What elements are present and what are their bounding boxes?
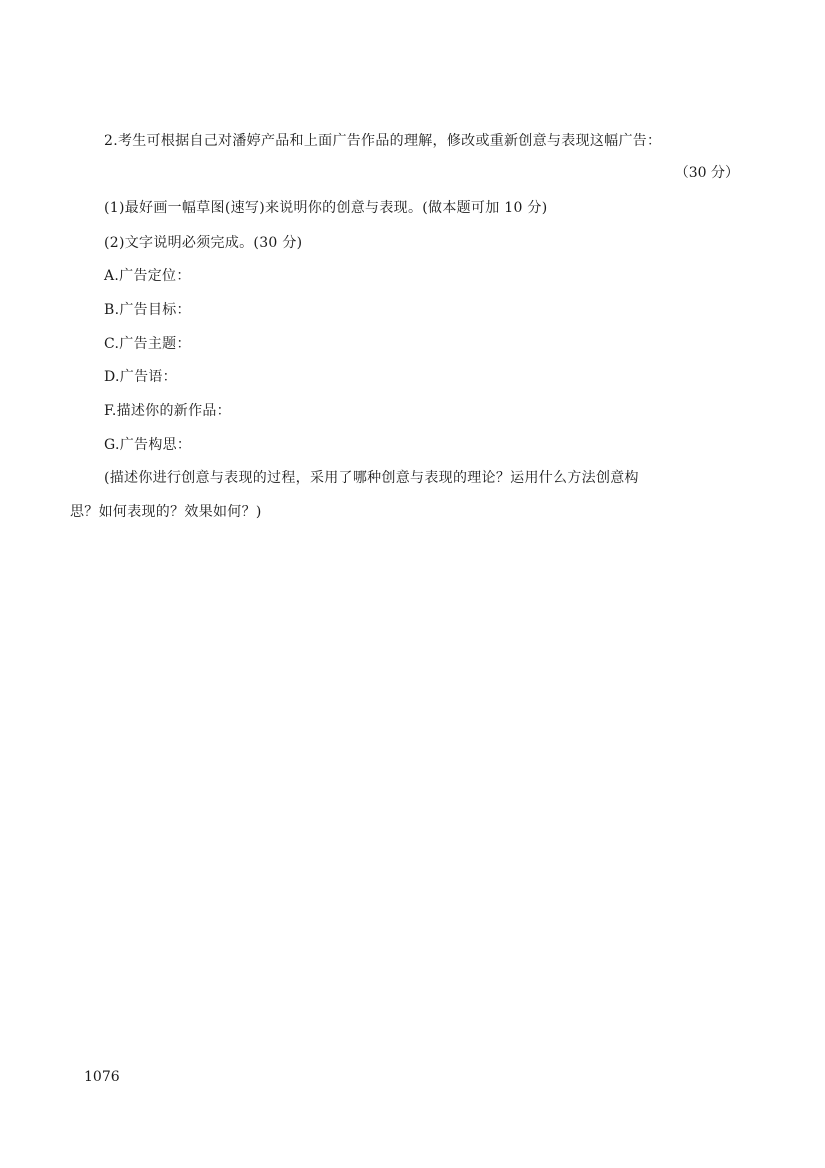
question-main-text: 2.考生可根据自己对潘婷产品和上面广告作品的理解，修改或重新创意与表现这幅广告： [104,133,662,149]
item-a-positioning: A.广告定位： [104,268,191,284]
item-c-theme: C.广告主题： [104,336,191,352]
item-b-objective: B.广告目标： [104,302,191,318]
item-f-new-work: F.描述你的新作品： [104,403,231,419]
item-d-slogan: D.广告语： [104,369,177,385]
sub-question-2: (2)文字说明必须完成。(30 分) [104,235,303,251]
sub-question-1: (1)最好画一幅草图(速写)来说明你的创意与表现。(做本题可加 10 分) [104,200,548,216]
item-g-concept: G.广告构思： [104,437,192,453]
note-line-1: (描述你进行创意与表现的过程，采用了哪种创意与表现的理论？运用什么方法创意构 [104,470,639,486]
note-line-2: 思？如何表现的？效果如何？) [70,504,262,520]
question-main-score: （30 分） [674,165,739,181]
page-number: 1076 [84,1069,120,1085]
